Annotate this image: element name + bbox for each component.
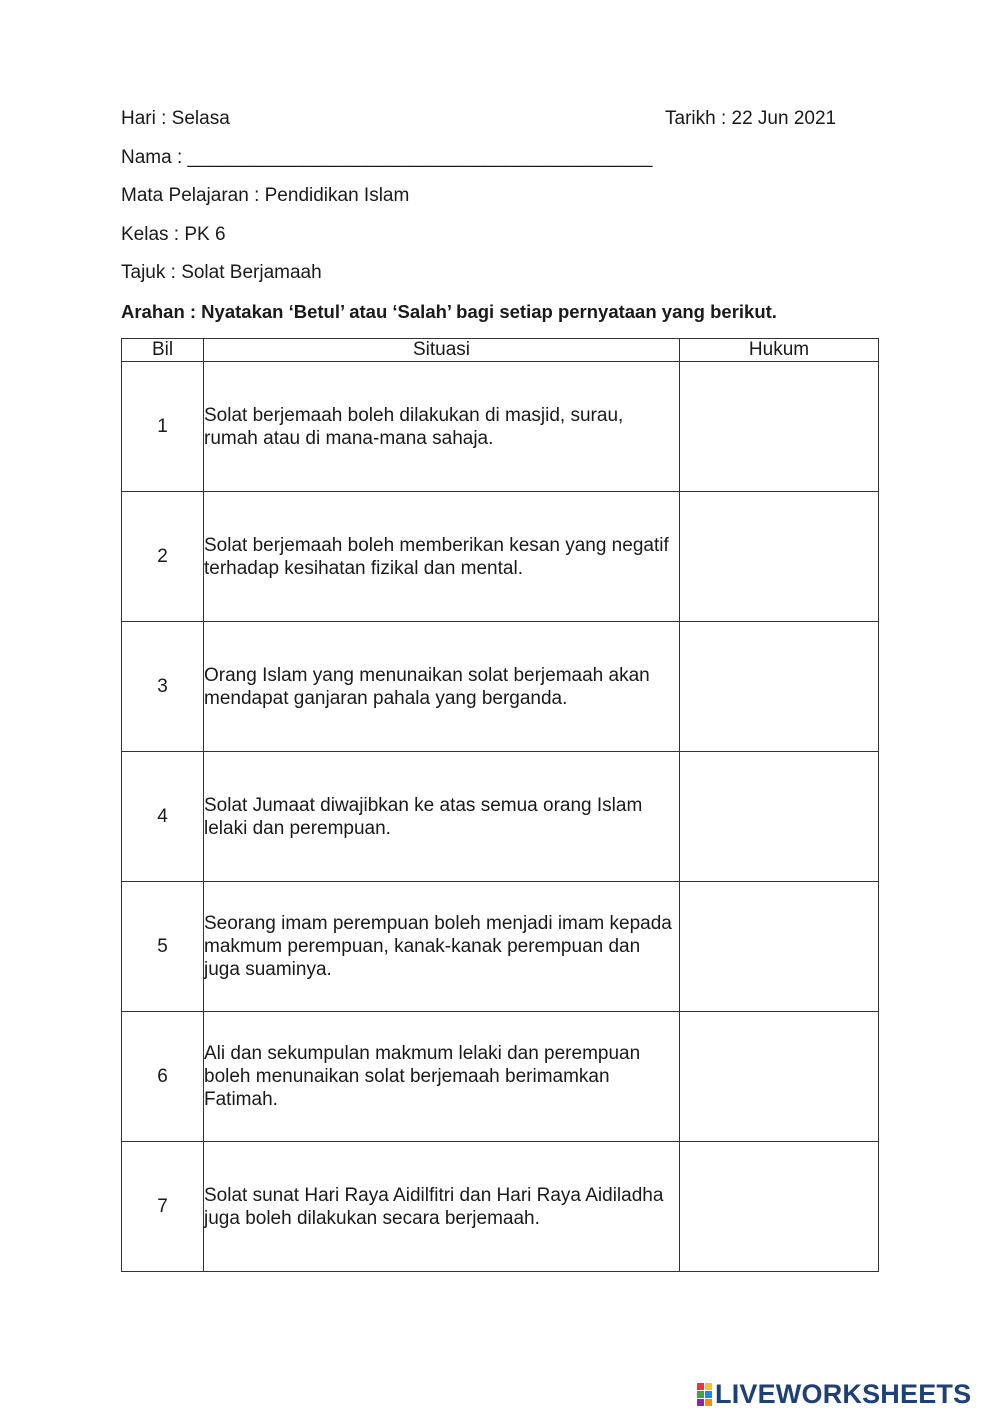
answer-cell[interactable] — [680, 752, 879, 882]
logo-mark-square — [697, 1391, 704, 1398]
logo-mark-square — [705, 1383, 712, 1390]
instruction-text: Arahan : Nyatakan ‘Betul’ atau ‘Salah’ bagi setiap pernyataan yang berikut. — [121, 301, 777, 322]
answer-cell[interactable] — [680, 622, 879, 752]
column-header-hukum: Hukum — [680, 339, 879, 362]
column-header-bil: Bil — [122, 339, 204, 362]
row-number: 5 — [122, 882, 204, 1012]
table-row — [122, 622, 879, 752]
row-number: 4 — [122, 752, 204, 882]
situation-text: Solat berjemaah boleh dilakukan di masjid, surau, rumah atau di mana-mana sahaja. — [204, 362, 680, 492]
logo-text: LIVEWORKSHEETS — [715, 1379, 972, 1409]
logo-mark-square — [705, 1399, 712, 1406]
liveworksheets-logo — [697, 1379, 971, 1409]
row-number: 6 — [122, 1012, 204, 1142]
table-row — [122, 1012, 879, 1142]
class-label: Kelas : PK 6 — [121, 224, 226, 245]
answer-cell[interactable] — [680, 1012, 879, 1142]
logo-mark-square — [697, 1383, 704, 1390]
answer-cell[interactable] — [680, 492, 879, 622]
answer-cell[interactable] — [680, 1142, 879, 1272]
logo-mark-icon — [697, 1383, 712, 1406]
table-row — [122, 752, 879, 882]
table-row — [122, 1142, 879, 1272]
table-row — [122, 362, 879, 492]
answer-cell[interactable] — [680, 882, 879, 1012]
logo-mark-square — [697, 1399, 704, 1406]
situation-text: Seorang imam perempuan boleh menjadi imam kepada makmum perempuan, kanak-kanak perempuan dan juga suaminya. — [204, 882, 680, 1012]
situation-text: Ali dan sekumpulan makmum lelaki dan perempuan boleh menunaikan solat berjemaah berimamkan Fatimah. — [204, 1012, 680, 1142]
situation-text: Solat Jumaat diwajibkan ke atas semua orang Islam lelaki dan perempuan. — [204, 752, 680, 882]
situation-text: Solat sunat Hari Raya Aidilfitri dan Hari Raya Aidiladha juga boleh dilakukan secara berjemaah. — [204, 1142, 680, 1272]
row-number: 3 — [122, 622, 204, 752]
table-row — [122, 492, 879, 622]
row-number: 2 — [122, 492, 204, 622]
subject-label: Mata Pelajaran : Pendidikan Islam — [121, 185, 410, 206]
name-field[interactable]: Nama : ____________________________________________ — [121, 147, 653, 168]
situation-text: Orang Islam yang menunaikan solat berjemaah akan mendapat ganjaran pahala yang berganda. — [204, 622, 680, 752]
table-header-row — [122, 339, 879, 362]
logo-mark-square — [705, 1391, 712, 1398]
situation-text: Solat berjemaah boleh memberikan kesan yang negatif terhadap kesihatan fizikal dan mental. — [204, 492, 680, 622]
day-label: Hari : Selasa — [121, 108, 230, 129]
topic-label: Tajuk : Solat Berjamaah — [121, 262, 322, 283]
date-label: Tarikh : 22 Jun 2021 — [665, 108, 837, 129]
table-row — [122, 882, 879, 1012]
worksheet-table — [121, 338, 879, 1272]
answer-cell[interactable] — [680, 362, 879, 492]
row-number: 7 — [122, 1142, 204, 1272]
column-header-situasi: Situasi — [204, 339, 680, 362]
row-number: 1 — [122, 362, 204, 492]
